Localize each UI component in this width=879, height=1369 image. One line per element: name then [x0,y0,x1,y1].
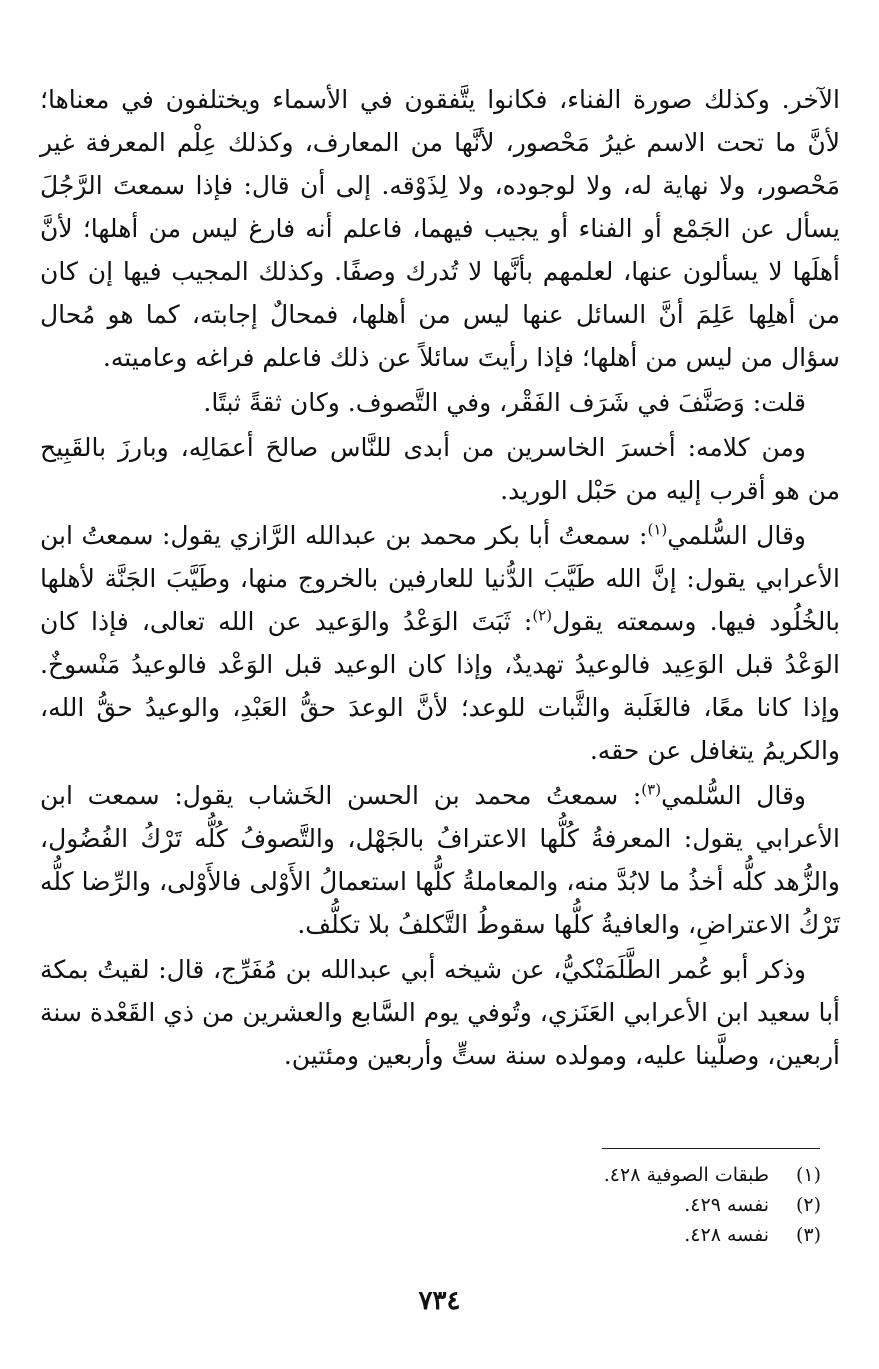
paragraph-4-body: : سمعتُ أبا بكر محمد بن عبدالله الرَّازي يقول: سمعتُ ابن الأعرابي يقول: إنَّ الله طَيَّبَ الدُّنيا للعارفين بالخروج منها، وطَيَّبَ الجَنَّة لأهلها بالخُلُود فيها. وسمعته يقول [40,521,840,636]
footnote-number: (٢) [795,1194,821,1216]
paragraph-4-tail: : ثَبَتَ الوَعْدُ والوَعيد عن الله تعالى، فإذا كان الوَعْدُ قبل الوَعِيد فالوعيدُ تهديدٌ، وإذا كان الوعيد قبل الوَعْد فالوعيدُ مَنْسوخٌ. وإذا كانا معًا، فالغَلَبة والثَّبات للوعد؛ لأنَّ الوعدَ حقُّ العَبْدِ، والوعيدُ حقُّ الله، والكريمُ يتغافل عن حقه. [40,607,840,765]
footnote-text: طبقات الصوفية ٤٢٨. [603,1164,769,1186]
footnote-number: (١) [795,1164,821,1186]
main-text [40,78,840,1077]
footnote-ref-1: (١) [647,520,668,539]
page-number: ٧٣٤ [418,1286,461,1316]
footnote-text: نفسه ٤٢٨. [684,1224,769,1246]
paragraph-6: وذكر أبو عُمر الطَّلَمَنْكيُّ، عن شيخه أبي عبدالله بن مُفَرِّج، قال: لقيتُ بمكة أبا سعيد ابن الأعرابي العَنَزي، وتُوفي يوم السَّابع والعشرين من ذي القَعْدة سنة أربعين، وصلَّينا عليه، ومولده سنة ستٍّ وأربعين ومئتين. [40,955,840,1070]
footnote-number: (٣) [795,1224,821,1246]
footnote-ref-3: (٣) [641,780,662,799]
paragraph-2: قلت: وَصَنَّفَ في شَرَف الفَقْر، وفي التَّصوف. وكان ثقةً ثبتًا. [203,388,806,417]
paragraph-4-lead: وقال السُّلمي [667,521,806,550]
footnote-2 [40,1190,821,1220]
footnote-divider [602,1148,820,1149]
footnote-text: نفسه ٤٢٩. [684,1194,769,1216]
footnote-ref-2: (٢) [532,606,553,625]
paragraph-5-lead: وقال السُّلمي [661,781,807,810]
paragraph-5-body: : سمعتُ محمد بن الحسن الخَشاب يقول: سمعت ابن الأعرابي يقول: المعرفةُ كُلُّها الاعترافُ بالجَهْل، والتَّصوفُ كُلُّه تَرْكُ الفُضُول، والزُّهد كلُّه أخذُ ما لابُدَّ منه، والمعاملةُ كلُّها استعمالُ الأَوْلى فالأَوْلى، والرِّضا كلُّه تَرْكُ الاعتراضِ، والعافيةُ كلُّها سقوطُ التَّكلفُ بلا تكلُّف. [40,781,840,939]
paragraph-3: ومن كلامه: أخسرَ الخاسرين من أبدى للنَّاس صالحَ أعمَالِه، وبارزَ بالقَبِيح من هو أقرب إليه من حَبْل الوريد. [40,433,840,505]
paragraph-1: الآخر. وكذلك صورة الفناء، فكانوا يتَّفقون في الأسماء ويختلفون في معناها؛ لأنَّ ما تحت الاسم غيرُ مَحْصور، لأنَّها من المعارف، وكذلك عِلْم المعرفة غير مَحْصور، ولا نهاية له، ولا لوجوده، ولا لِذَوْقه. إلى أن قال: فإذا سمعتَ الرَّجُلَ يسأل عن الجَمْع أو الفناء أو يجيب فيهما، فاعلم أنه فارغ ليس من أهلها؛ لأنَّ أهلَها لا يسألون عنها، لعلمهم بأنَّها لا تُدرك وصفًا. وكذلك المجيب فيها إن كان من أهلِها عَلِمَ أنَّ السائل عنها ليس من أهلها، فمحالٌ إجابته، كما هو مُحال سؤال من ليس من أهلها؛ فإذا رأيتَ سائلاً عن ذلك فاعلم فراغه وعاميته. [40,85,840,372]
footnote-1 [40,1160,821,1190]
footnote-3 [40,1220,821,1250]
footnotes [40,1160,821,1250]
paragraph-5 [40,774,840,946]
paragraph-4 [40,514,840,772]
